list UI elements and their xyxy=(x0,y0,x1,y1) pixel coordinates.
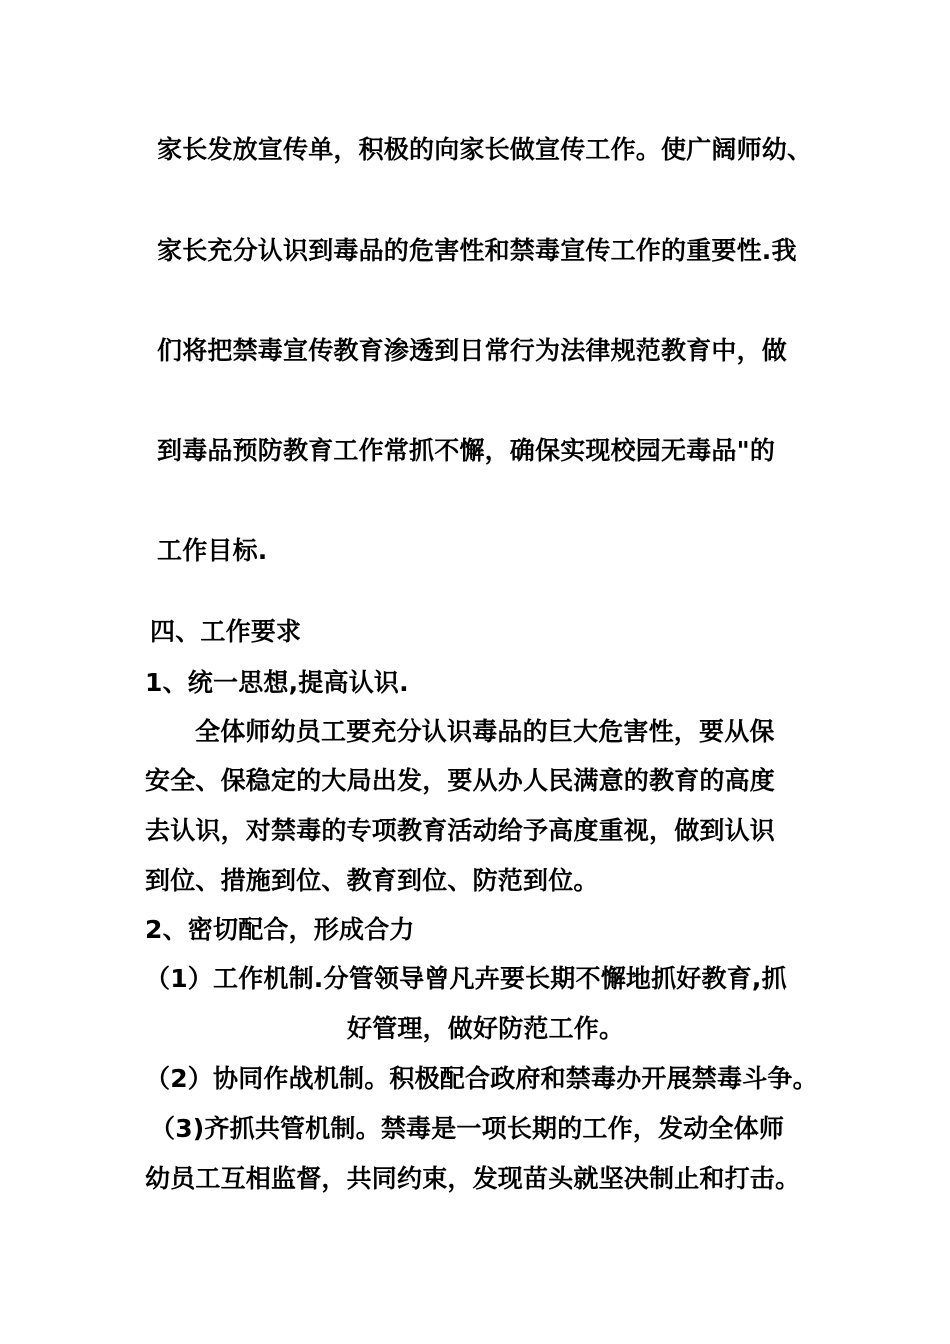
sub1-line-2: 好管理，做好防范工作。 xyxy=(347,1014,625,1043)
item2-heading: 2、密切配合，形成合力 xyxy=(145,915,415,944)
top-paragraph-line-4: 到毒品预防教育工作常抓不懈，确保实现校园无毒品"的 xyxy=(157,436,776,465)
section-heading: 四、工作要求 xyxy=(150,617,302,646)
top-paragraph-line-3: 们将把禁毒宣传教育渗透到日常行为法律规范教育中，做 xyxy=(157,336,788,365)
sub2-line: （2）协同作战机制。积极配合政府和禁毒办开展禁毒斗争。 xyxy=(145,1064,818,1093)
sub3-line-2: 幼员工互相监督，共同约束，发现苗头就坚决制止和打击。 xyxy=(145,1164,801,1193)
item1-heading: 1、统一思想,提高认识. xyxy=(145,668,409,697)
sub1-line-1: （1）工作机制.分管领导曾凡卉要长期不懈地抓好教育,抓 xyxy=(145,964,787,993)
item1-body-line-4: 到位、措施到位、教育到位、防范到位。 xyxy=(145,866,599,895)
top-paragraph-line-5: 工作目标. xyxy=(157,536,268,565)
top-paragraph-line-2: 家长充分认识到毒品的危害性和禁毒宣传工作的重要性.我 xyxy=(157,236,797,265)
top-paragraph-line-1: 家长发放宣传单，积极的向家长做宣传工作。使广阔师幼、 xyxy=(157,135,813,164)
item1-body-line-1: 全体师幼员工要充分认识毒品的巨大危害性，要从保 xyxy=(195,717,775,746)
sub3-line-1: （3)齐抓共管机制。禁毒是一项长期的工作，发动全体师 xyxy=(150,1114,785,1143)
item1-body-line-3: 去认识，对禁毒的专项教育活动给予高度重视，做到认识 xyxy=(145,816,776,845)
item1-body-line-2: 安全、保稳定的大局出发，要从办人民满意的教育的高度 xyxy=(145,766,776,795)
